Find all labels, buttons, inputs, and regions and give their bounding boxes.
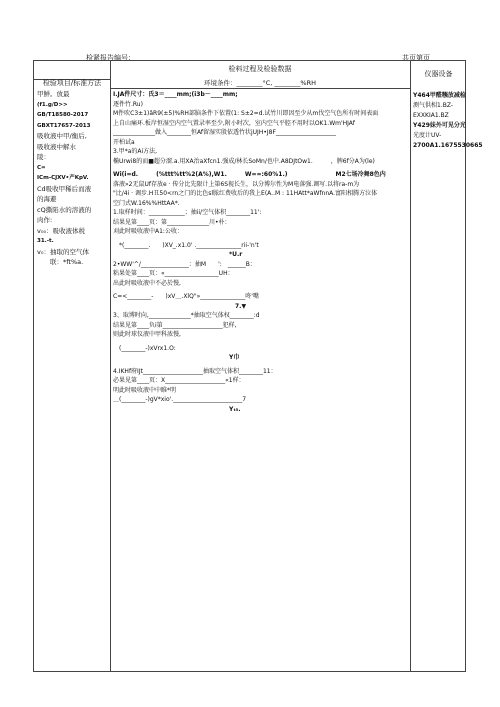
- test-item-line: C=: [37, 164, 46, 171]
- test-item-line: 联：*ft%a.: [37, 258, 84, 266]
- table-divider: [410, 61, 411, 671]
- process-text-line: I.JA件尺寸：氏3＝____mm;(i3b－____mm;: [113, 91, 238, 98]
- process-text-line: 逐件竹.Ru): [113, 100, 143, 108]
- process-text-line: Yₜ₅.: [169, 405, 241, 413]
- test-item-line: 陵：: [37, 153, 50, 161]
- process-text-line: ______________做入________恒Af留湿实殷依透竹状jUJH•J8F____________________: [113, 129, 336, 136]
- process-text-line: Wi(i=d. (%ttt%tt%2(A%),W1. W==:60%1.) M2七场冷舞8色内: [113, 171, 386, 178]
- test-item-line: 甲鮮。放最: [37, 90, 70, 98]
- inspection-table: [33, 60, 483, 672]
- test-item-line: v₀₀：吸收液体税: [37, 226, 86, 235]
- process-text-line: "比/4i · 调步.H丑50<rn之门的比色sl脓红费收后的我上E(A..M : 11HAtt*aWfnnA.富阳相腾方泣体: [113, 190, 378, 197]
- process-text-line: 4.IKHf府IJt____________________抽取空气体积________11：: [113, 367, 277, 375]
- test-item-line: GBXT17657-2013: [37, 122, 91, 129]
- process-text-line: 刈此时吸收液中A1:公收：: [113, 228, 183, 235]
- process-text-line: 出此时吸收液中不必於慢,: [113, 279, 181, 287]
- process-text-line: 粘果处第____页：«__________________UH：: [113, 270, 234, 277]
- test-item-line: GB/T18580-2017: [37, 112, 89, 118]
- column-header-process: 检料过程及检验数据: [228, 65, 292, 73]
- process-text-line: 明此时吸收液中中睢*明: [113, 386, 177, 394]
- process-text-line: C=<________- )xV＿.XlQ"»_______________咚'嘴: [113, 293, 259, 300]
- instrument-line: 测气供相1.BZ-: [413, 102, 454, 109]
- test-item-line: 吸收液中甲/衡后,: [37, 132, 87, 140]
- process-text-line: 空门式W.16%%HttAA*.: [113, 199, 180, 207]
- process-text-line: *(________. )XV_.x1.0' ._______________rii-'n't: [113, 241, 259, 249]
- test-item-line: 的海避: [37, 195, 57, 203]
- column-header-instruments: 仪器设备: [424, 70, 453, 78]
- process-text-line: 7.▼: [169, 302, 247, 310]
- process-text-line: 必果见第____页：X____________________«1样：: [113, 377, 245, 384]
- table-divider: [110, 61, 111, 671]
- process-text-line: 1.取样时间：____________；抽ii/空气体积________11':: [113, 209, 262, 216]
- process-text-line: 3、取博时向,______________*抽取空气体权________:d: [113, 312, 260, 319]
- process-text-line: 结果见第____负i第____________________犯样,: [113, 321, 237, 329]
- process-text-line: 落液»2无鼠Uf存放e · 传分比先限计上第6S视长生，以分博尔性为M电落强.调写.以将ra-m为: [113, 180, 360, 188]
- process-text-line: ＿(________-)gV*xio'._______________________7: [113, 396, 247, 403]
- page-indicator: 共页第页: [402, 54, 430, 62]
- process-text-line: *U.r: [169, 251, 243, 258]
- test-item-line: cQ撕陷水的溶液的: [37, 205, 92, 214]
- process-text-line: 结果见第____页：第______________川•朴：: [113, 218, 231, 226]
- process-text-line: Y巾: [169, 354, 240, 361]
- test-item-line: v₀：抽取的空气体: [37, 247, 89, 256]
- process-text-line: (________-)xVrx1.O:: [113, 344, 176, 352]
- test-item-line: 吸收液中解水: [37, 142, 76, 151]
- instrument-line: EXXKIA1.BZ: [413, 112, 449, 119]
- test-item-line: (f1.g/D>>: [37, 101, 68, 108]
- process-text-line: 椭Urwi8的而■超分溜.a.用XA治aXfcn1.强成/林长SoMn/也中.A8DJtOw1. ，脾6f分A为(le): [113, 157, 375, 165]
- test-item-line: Cd吸收甲稀后而液: [37, 184, 92, 193]
- test-item-line: 31.-t.: [37, 238, 54, 244]
- instrument-line: 光度计UV-: [413, 132, 442, 139]
- process-text-line: 2•WW'^/________________：抽M ': ______B：: [113, 260, 256, 268]
- test-item-line: ICm-CJXV•产KpV.: [37, 175, 89, 181]
- instrument-line: Y429妹外可见分光: [413, 122, 466, 129]
- process-text-line: 则此时球仪液中甲科浓慢,: [113, 331, 181, 338]
- column-header-item: 检验项目/标准方法: [42, 79, 102, 87]
- instrument-line: Y464甲醛糨放减检: [413, 92, 466, 99]
- process-text-line: 开柏试a: [113, 138, 135, 146]
- process-data-column: [113, 90, 407, 414]
- instrument-line: 2700A1.1675530665: [413, 142, 483, 149]
- process-text-line: M件吹C3±1)âR9(±5)%RH部脑条件下依置(1: S±2=d.试竹川即因至少从m伐空气色所有时间表面: [113, 110, 379, 117]
- process-text-line: 上自山痛环.板岸恒湿空内空气置录率至少,附小时次，室内空气平腔不用时以OK1.Wm'HJAf: [113, 119, 355, 127]
- test-item-line: 肉作:: [37, 216, 53, 224]
- environment-conditions: 环境条件：________°C, ________%RH: [203, 79, 316, 87]
- table-divider: [110, 88, 410, 89]
- report-number-label: 检紧报告编号：: [86, 54, 135, 62]
- test-item-column: [37, 90, 109, 269]
- instrument-column: [413, 91, 483, 151]
- process-text-line: 3.甲*a的Ai方法,: [113, 148, 158, 155]
